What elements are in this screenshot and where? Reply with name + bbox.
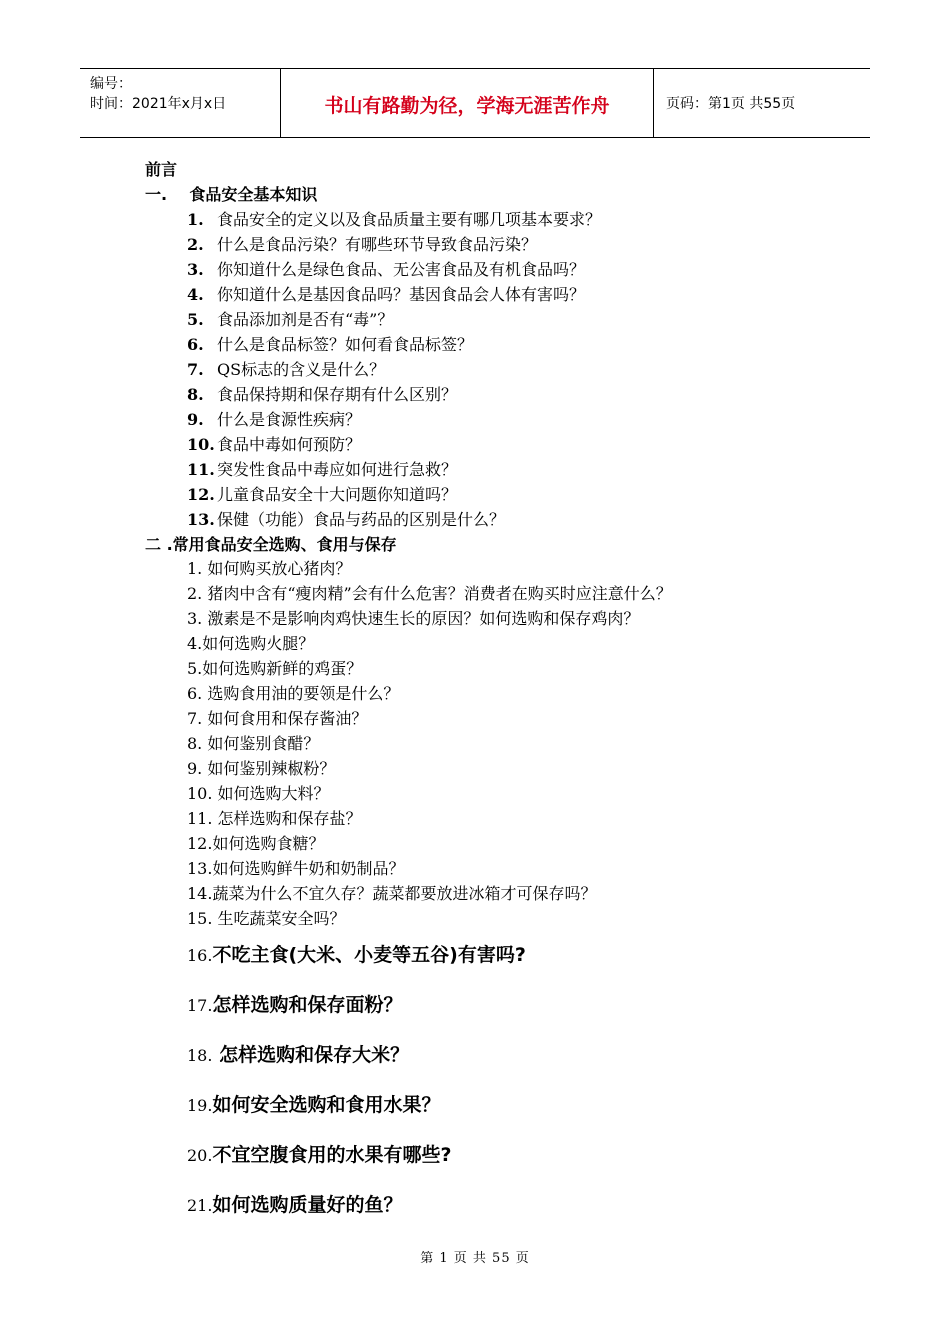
item-text: 什么是食品污染？有哪些环节导致食品污染？ (217, 235, 538, 254)
list-item (187, 360, 385, 380)
item-number: 10. (187, 435, 215, 454)
item-number: 18. (187, 1046, 213, 1065)
list-item: 15. 生吃蔬菜安全吗？ (187, 909, 346, 928)
document-header (80, 68, 870, 138)
item-number: 17. (187, 996, 213, 1015)
item-number: 12. (187, 485, 215, 504)
item-text: 怎样选购和保存面粉？ (212, 994, 403, 1016)
list-item (187, 310, 393, 330)
list-item (187, 460, 457, 480)
item-text: 食品中毒如何预防？ (217, 435, 362, 454)
header-page-cell (654, 69, 870, 137)
item-number: 1. (187, 210, 204, 229)
list-item (187, 510, 505, 530)
item-text: 保健（功能）食品与药品的区别是什么？ (217, 510, 506, 529)
page-footer: 第 1 页 共 55 页 (420, 1251, 530, 1266)
list-item: 11. 怎样选购和保存盐？ (187, 809, 362, 828)
item-text: 不宜空腹食用的水果有哪些? (212, 1144, 452, 1166)
list-item (187, 335, 473, 355)
list-item-large (187, 1143, 451, 1168)
list-item (187, 435, 361, 455)
list-item: 5.如何选购新鲜的鸡蛋？ (187, 659, 363, 678)
list-item (187, 410, 361, 430)
item-number: 19. (187, 1096, 213, 1115)
list-item (187, 485, 457, 505)
list-item (187, 385, 457, 405)
item-number: 11. (187, 460, 215, 479)
list-item: 1. 如何购买放心猪肉？ (187, 559, 352, 578)
preface-heading: 前言 (145, 160, 178, 179)
item-text: QS标志的含义是什么？ (217, 360, 386, 379)
header-page-number: 页码：第1页 共55页 (666, 96, 796, 112)
list-item: 10. 如何选购大料？ (187, 784, 330, 803)
list-item: 9. 如何鉴别辣椒粉？ (187, 759, 336, 778)
list-item-large (187, 1193, 402, 1218)
header-meta-cell (80, 69, 281, 137)
item-number: 5. (187, 310, 204, 329)
item-text: 你知道什么是绿色食品、无公害食品及有机食品吗？ (217, 260, 586, 279)
list-item-large (187, 993, 402, 1018)
section2-heading: 二 .常用食品安全选购、食用与保存 (145, 535, 397, 554)
item-number: 3. (187, 260, 204, 279)
item-number: 7. (187, 360, 204, 379)
item-number: 4. (187, 285, 204, 304)
list-item: 8. 如何鉴别食醋？ (187, 734, 320, 753)
list-item: 13.如何选购鲜牛奶和奶制品？ (187, 859, 405, 878)
item-number: 6. (187, 335, 204, 354)
item-text: 如何安全选购和食用水果？ (212, 1094, 441, 1116)
item-text: 食品添加剂是否有“毒”？ (217, 310, 394, 329)
list-item: 7. 如何食用和保存酱油？ (187, 709, 368, 728)
list-item (187, 210, 601, 230)
item-text: 如何选购质量好的鱼？ (212, 1194, 403, 1216)
item-text: 怎样选购和保存大米？ (212, 1044, 410, 1066)
item-number: 8. (187, 385, 204, 404)
item-number: 20. (187, 1146, 213, 1165)
header-motto-cell (281, 69, 654, 137)
list-item-large (187, 1093, 440, 1118)
item-number: 2. (187, 235, 204, 254)
document-number-label: 编号： (90, 76, 132, 92)
list-item (187, 235, 537, 255)
list-item: 14.蔬菜为什么不宜久存？蔬菜都要放进冰箱才可保存吗？ (187, 884, 597, 903)
item-text: 儿童食品安全十大问题你知道吗？ (217, 485, 458, 504)
item-number: 21. (187, 1196, 213, 1215)
list-item-large (187, 1043, 409, 1068)
item-text: 什么是食品标签？如何看食品标签？ (217, 335, 474, 354)
list-item-large (187, 943, 526, 968)
list-item (187, 260, 585, 280)
item-text: 食品保持期和保存期有什么区别？ (217, 385, 458, 404)
item-number: 9. (187, 410, 204, 429)
list-item: 3. 激素是不是影响肉鸡快速生长的原因？如何选购和保存鸡肉？ (187, 609, 640, 628)
document-date-label: 时间：2021年x月x日 (90, 96, 227, 112)
list-item: 12.如何选购食糖？ (187, 834, 325, 853)
list-item (187, 285, 585, 305)
list-item: 6. 选购食用油的要领是什么？ (187, 684, 400, 703)
list-item: 4.如何选购火腿？ (187, 634, 315, 653)
item-text: 食品安全的定义以及食品质量主要有哪几项基本要求？ (217, 210, 602, 229)
item-text: 突发性食品中毒应如何进行急救？ (217, 460, 458, 479)
item-text: 什么是食源性疾病？ (217, 410, 362, 429)
item-text: 你知道什么是基因食品吗？基因食品会人体有害吗？ (217, 285, 586, 304)
item-number: 16. (187, 946, 213, 965)
list-item: 2. 猪肉中含有“瘦肉精”会有什么危害？消费者在购买时应注意什么？ (187, 584, 672, 603)
section1-heading: 一. 食品安全基本知识 (145, 185, 318, 204)
item-number: 13. (187, 510, 215, 529)
header-motto: 书山有路勤为径，学海无涯苦作舟 (324, 95, 610, 117)
item-text: 不吃主食(大米、小麦等五谷)有害吗? (212, 944, 526, 966)
